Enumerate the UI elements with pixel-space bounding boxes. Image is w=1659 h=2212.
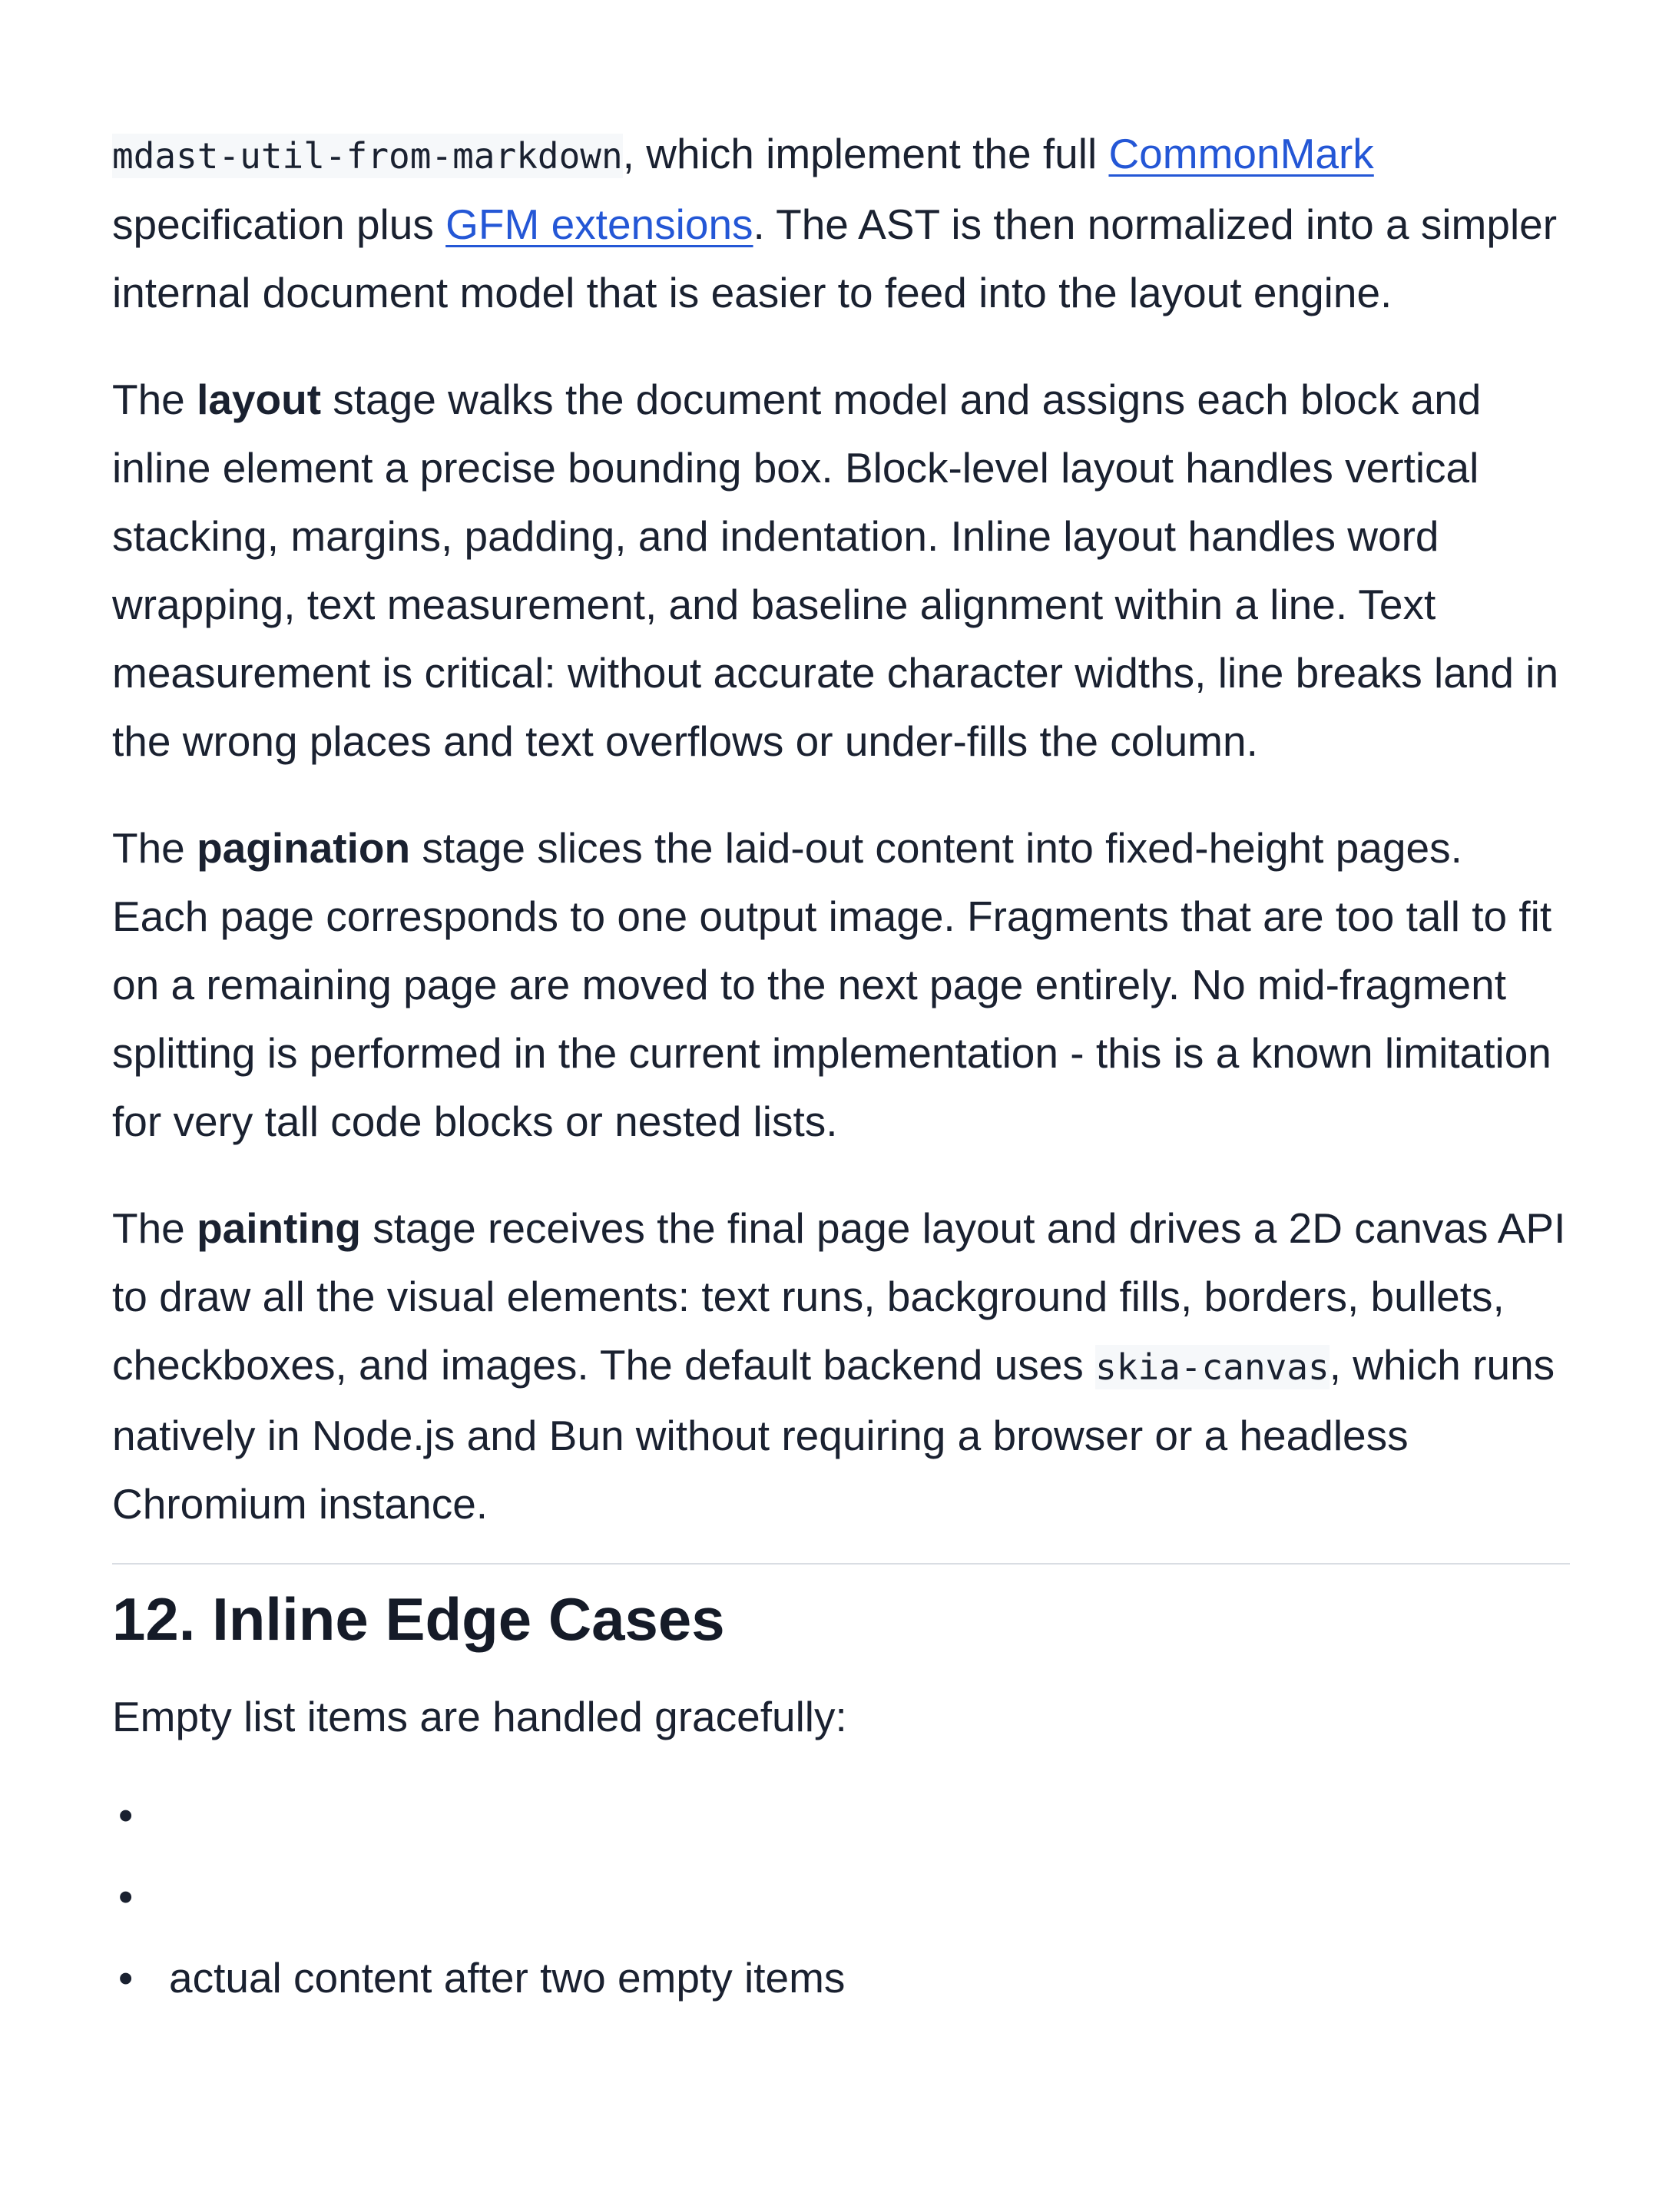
- bullet-list: [112, 1774, 1570, 2018]
- inline-code-skia-canvas: skia-canvas: [1095, 1346, 1330, 1388]
- section-intro: Empty list items are handled gracefully:: [112, 1693, 847, 1740]
- paragraph-text: The: [112, 376, 197, 423]
- section-heading: 12. Inline Edge Cases: [112, 1585, 725, 1653]
- paragraph-parsing: [112, 120, 1570, 327]
- bullet-icon: •: [118, 1873, 134, 1920]
- document-page: [112, 120, 1570, 2018]
- list-item: [112, 1856, 1570, 1937]
- paragraph-layout: [112, 366, 1570, 776]
- paragraph-text: , which implement the full: [622, 130, 1109, 177]
- bullet-icon: •: [118, 1954, 134, 2002]
- list-item: [112, 1774, 1570, 1856]
- paragraph-text: , which runs natively in Node.js and Bun without requiring a browser or a headless Chromium instance.: [112, 1341, 1555, 1528]
- paragraph-text: The: [112, 824, 197, 872]
- list-item: [112, 1937, 1570, 2018]
- list-item-text: actual content after two empty items: [169, 1954, 846, 2002]
- bold-term-painting: painting: [197, 1204, 361, 1252]
- gfm-extensions-link[interactable]: GFM extensions: [445, 200, 753, 248]
- paragraph-pagination: [112, 814, 1570, 1156]
- bullet-icon: •: [118, 1791, 134, 1839]
- commonmark-link[interactable]: CommonMark: [1108, 130, 1374, 177]
- bold-term-pagination: pagination: [197, 824, 411, 872]
- paragraph-text: The: [112, 1204, 197, 1252]
- section-divider: [112, 1563, 1570, 1565]
- paragraph-text: stage walks the document model and assigns each block and inline element a precise bounding box. Block-level layout handles vertical stacking, margins, padding, and indentation. Inline layout handles word wrapping, text measurement, and baseline alignment within a line. Text measurement is critical: without accurate character widths, line breaks land in the wrong places and text overflows or under-fills the column.: [112, 376, 1559, 765]
- paragraph-text: specification plus: [112, 200, 446, 248]
- paragraph-text: stage slices the laid-out content into fixed-height pages. Each page corresponds to one output image. Fragments that are too tall to fit on a remaining page are moved to the next page entirely. No mid-fragment splitting is performed in the current implementation - this is a known limitation for very tall code blocks or nested lists.: [112, 824, 1552, 1145]
- inline-code-mdast: mdast-util-from-markdown: [112, 135, 623, 177]
- paragraph-painting: [112, 1194, 1570, 1538]
- paragraph-text: stage receives the final page layout and drives a 2D canvas API to draw all the visual elements: text runs, background fills, borders, bullets, checkboxes, and images. The default backend uses: [112, 1204, 1566, 1389]
- paragraph-text: . The AST is then normalized into a simpler internal document model that is easier to feed into the layout engine.: [112, 200, 1558, 316]
- bold-term-layout: layout: [197, 376, 322, 423]
